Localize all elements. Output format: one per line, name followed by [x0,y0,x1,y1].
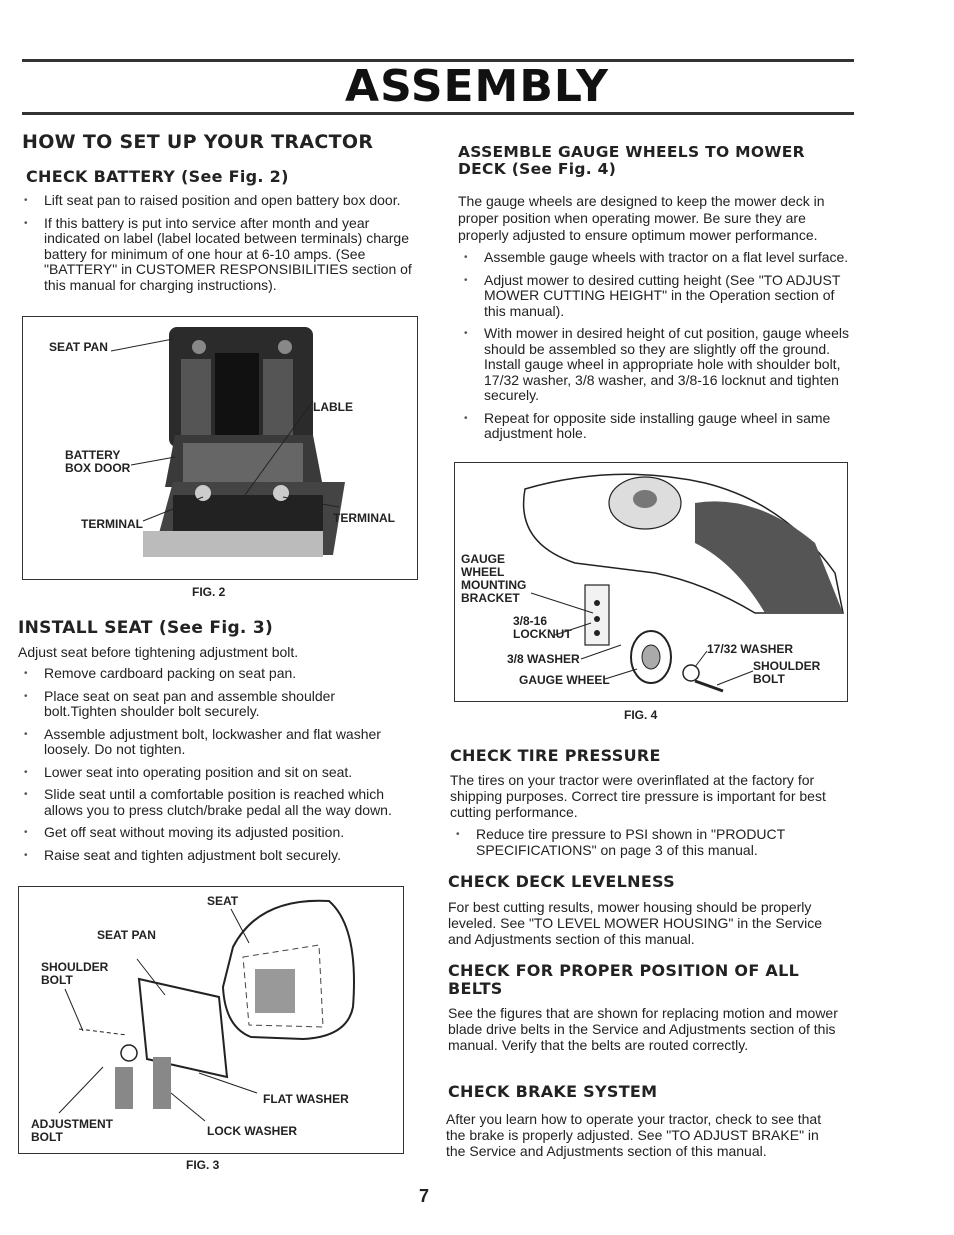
label-shoulder-bolt: BOLT [753,672,785,686]
label-lock-washer: LOCK WASHER [207,1124,297,1138]
label-locknut: 3/8-16 [513,614,548,628]
label-1732-washer: 17/32 WASHER [707,642,794,656]
list-item: • Slide seat until a comfortable position is reached which allows you to press clutch/brake pedal all the way down. [18,787,410,818]
label-locknut: LOCKNUT [513,627,572,641]
list-item: • Repeat for opposite side installing gauge wheel in same adjustment hole. [458,411,850,442]
belts-heading: CHECK FOR PROPER POSITION OF ALL [448,961,800,980]
page-title: ASSEMBLY [345,61,609,112]
figure-4 [454,462,848,702]
seat-illustration [19,887,403,1153]
label-shoulder-bolt: SHOULDER [753,659,821,673]
gauge-heading: DECK (See Fig. 4) [458,160,617,178]
list-item: • Place seat on seat pan and assemble shoulder bolt.Tighten shoulder bolt securely. [18,689,410,720]
label-flat-washer: FLAT WASHER [263,1092,349,1106]
battery-steps [18,193,420,293]
list-item: • Assemble gauge wheels with tractor on a flat level surface. [458,250,850,266]
gauge-steps [458,250,850,442]
list-item: • With mower in desired height of cut position, gauge wheels should be assembled so they are slightly off the ground. Install gauge wheel in appropriate hole with shoulder bolt, 17/32 washer, 3/8 washer, and 3/8-16 locknut and tighten securely. [458,326,850,404]
deck-text: For best cutting results, mower housing should be properly leveled. See "TO LEVEL MOWER HOUSING" in the Service and Adjustments section of this manual. [448,899,823,947]
label-battery-box-door: BATTERY [65,448,121,462]
list-item: • Adjust mower to desired cutting height (See "TO ADJUST MOWER CUTTING HEIGHT" in the Operation section of this manual). [458,273,850,320]
label-seat-pan: SEAT PAN [97,928,156,942]
label-adjustment-bolt: ADJUSTMENT [31,1117,114,1131]
label-bracket: WHEEL [461,565,505,579]
label-38-washer: 3/8 WASHER [507,652,580,666]
fig3-caption: FIG. 3 [186,1158,220,1172]
fig2-caption: FIG. 2 [192,585,226,599]
label-adjustment-bolt: BOLT [31,1130,63,1144]
deck-heading: CHECK DECK LEVELNESS [448,872,675,891]
label-bracket: GAUGE [461,552,506,566]
label-bracket: BRACKET [461,591,520,605]
label-bracket: MOUNTING [461,578,527,592]
list-item: • Raise seat and tighten adjustment bolt securely. [18,848,410,864]
seat-heading: INSTALL SEAT (See Fig. 3) [18,618,274,638]
list-item: • Assemble adjustment bolt, lockwasher and flat washer loosely. Do not tighten. [18,727,410,758]
brake-text: After you learn how to operate your tractor, check to see that the brake is properly adjusted. See "TO ADJUST BRAKE" in the Service and Adjustments section of this manual. [446,1111,822,1159]
fig4-caption: FIG. 4 [624,708,658,722]
tire-heading: CHECK TIRE PRESSURE [450,746,661,765]
seat-intro: Adjust seat before tightening adjustment bolt. [18,644,299,660]
seat-steps [18,666,410,863]
tire-text: The tires on your tractor were overinflated at the factory for shipping purposes. Correct tire pressure is important for best cutting performance. [450,772,826,820]
list-item: • Lift seat pan to raised position and open battery box door. [18,193,420,209]
list-item: • Remove cardboard packing on seat pan. [18,666,410,682]
title-underline [22,112,854,115]
brake-heading: CHECK BRAKE SYSTEM [448,1082,658,1101]
figure-3 [18,886,404,1154]
list-item: • Lower seat into operating position and sit on seat. [18,765,410,781]
belts-heading: BELTS [448,979,503,998]
label-seat: SEAT [207,894,239,908]
list-item: • Get off seat without moving its adjusted position. [18,825,410,841]
label-shoulder-bolt: BOLT [41,973,73,987]
list-item: • If this battery is put into service after month and year indicated on label (label located between terminals) charge battery for minimum of one hour at 6-10 amps. (See "BATTERY" in CUSTOMER RESPONSIBILITIES section of this manual for charging instructions). [18,216,420,294]
label-lable: LABLE [313,400,353,414]
label-terminal-right: TERMINAL [333,511,395,525]
label-battery-box-door: BOX DOOR [65,461,131,475]
label-seat-pan: SEAT PAN [49,340,108,354]
label-shoulder-bolt: SHOULDER [41,960,109,974]
gauge-heading: ASSEMBLE GAUGE WHEELS TO MOWER [458,143,805,161]
gauge-intro: The gauge wheels are designed to keep the mower deck in proper position when operating mower. Be sure they are properly adjusted to ensure optimum mower performance. [458,193,825,243]
figure-2 [22,316,418,580]
belts-text: See the figures that are shown for replacing motion and mower blade drive belts in the Service and Adjustments section of this manual. Verify that the belts are routed correctly. [448,1005,838,1053]
list-item: • Reduce tire pressure to PSI shown in "PRODUCT SPECIFICATIONS" on page 3 of this manual. [450,827,842,858]
battery-heading: CHECK BATTERY (See Fig. 2) [26,167,289,186]
label-gauge-wheel: GAUGE WHEEL [519,673,610,687]
tire-steps [450,827,842,858]
page-number: 7 [419,1186,430,1206]
label-terminal-left: TERMINAL [81,517,143,531]
section-title: HOW TO SET UP YOUR TRACTOR [22,131,374,153]
